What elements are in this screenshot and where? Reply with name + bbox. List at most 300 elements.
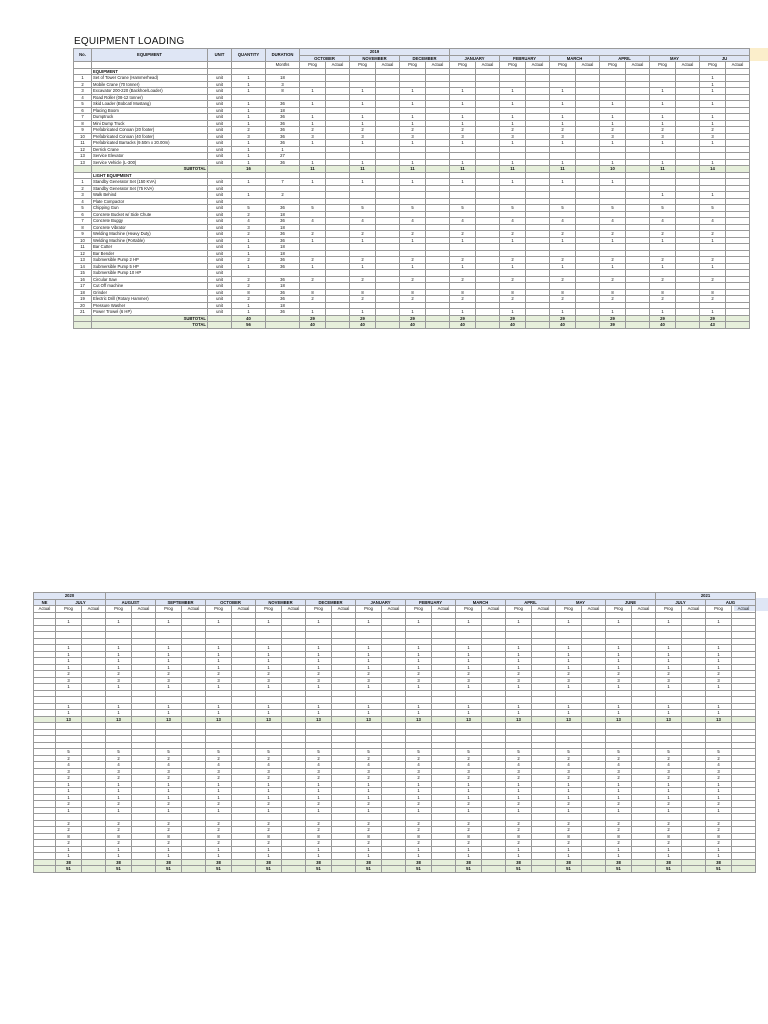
equipment-name: Pressure Washer [92, 302, 208, 309]
prog-value: 1 [106, 794, 132, 801]
prog-value: 2 [206, 801, 232, 808]
prog-value: 1 [650, 88, 676, 95]
prog-value: 1 [356, 853, 382, 860]
prog-value: 1 [300, 159, 326, 166]
prog-value: 1 [450, 101, 476, 108]
prog-value: 1 [306, 645, 332, 652]
month-header-fragment: NE [34, 599, 56, 606]
quantity: 3 [232, 133, 266, 140]
prog-value: 4 [356, 762, 382, 769]
prog-value: 2 [256, 840, 282, 847]
row-number: 17 [74, 283, 92, 290]
prog-value: 1 [606, 788, 632, 795]
unit: unit [208, 198, 232, 205]
month-header: SEPTEMBER [156, 599, 206, 606]
prog-value: 2 [356, 755, 382, 762]
duration: 36 [266, 231, 300, 238]
prog-value: 2 [106, 820, 132, 827]
row-number: 1 [74, 179, 92, 186]
prog-value: 1 [256, 788, 282, 795]
year-header: 2020 [34, 593, 106, 600]
unit: unit [208, 159, 232, 166]
equipment-name: Concrete Bucket w/ Side Chute [92, 211, 208, 218]
total-value: 40 [550, 322, 576, 329]
prog-value: 1 [556, 651, 582, 658]
prog-value: 3 [306, 768, 332, 775]
prog-value: 1 [106, 853, 132, 860]
prog-value: 3 [456, 768, 482, 775]
equipment-name: Excavator 200-220 (Backhoe/Loader) [92, 88, 208, 95]
actual-label: Actual [232, 606, 256, 613]
prog-value: 8 [400, 289, 426, 296]
prog-value: 4 [656, 762, 682, 769]
month-header: AUGUST [106, 599, 156, 606]
prog-value: 2 [156, 840, 182, 847]
prog-value: 1 [450, 114, 476, 121]
prog-value: 1 [650, 263, 676, 270]
month-header: MAY [556, 599, 606, 606]
actual-label: Actual [282, 606, 306, 613]
prog-value: 1 [350, 120, 376, 127]
prog-value: 1 [56, 664, 82, 671]
prog-value: 38 [56, 859, 82, 866]
prog-label: Prog [350, 62, 376, 69]
prog-value: 1 [406, 645, 432, 652]
unit: unit [208, 263, 232, 270]
prog-value: 1 [206, 807, 232, 814]
prog-value: 1 [106, 710, 132, 717]
prog-value: 1 [550, 309, 576, 316]
row-number: 5 [74, 101, 92, 108]
prog-value: 1 [256, 807, 282, 814]
prog-value: 1 [656, 703, 682, 710]
prog-value: 2 [256, 755, 282, 762]
prog-value: 13 [306, 716, 332, 723]
prog-value: 2 [506, 801, 532, 808]
actual-value [182, 866, 206, 873]
prog-value: 2 [106, 801, 132, 808]
prog-value: 1 [656, 664, 682, 671]
prog-value: 2 [406, 755, 432, 762]
equipment-name: Welding Machine (Portable) [92, 237, 208, 244]
prog-value: 3 [56, 768, 82, 775]
subtotal-value: 29 [500, 315, 526, 322]
actual-value [582, 866, 606, 873]
prog-label: Prog [556, 606, 582, 613]
prog-value: 1 [656, 794, 682, 801]
duration: 18 [266, 224, 300, 231]
prog-value: 13 [106, 716, 132, 723]
quantity: 1 [232, 159, 266, 166]
prog-value: 1 [556, 645, 582, 652]
subtotal-value: 11 [650, 166, 676, 173]
prog-value: 2 [606, 801, 632, 808]
prog-value: 1 [106, 703, 132, 710]
prog-value: 4 [456, 762, 482, 769]
prog-value: 4 [56, 762, 82, 769]
prog-value: 2 [506, 827, 532, 834]
prog-value: 2 [356, 820, 382, 827]
actual-value [482, 866, 506, 873]
prog-value: 1 [256, 664, 282, 671]
actual-value [332, 866, 356, 873]
actual-value [282, 866, 306, 873]
cell [526, 322, 550, 329]
prog-value: 5 [556, 749, 582, 756]
actual-label: Actual [382, 606, 406, 613]
unit: unit [208, 257, 232, 264]
equipment-name: Plate Compactor [92, 198, 208, 205]
prog-value: 1 [56, 788, 82, 795]
month-header: MAY [650, 55, 700, 62]
actual-label: Actual [482, 606, 506, 613]
row-number: 3 [74, 192, 92, 199]
prog-value: 1 [600, 237, 626, 244]
prog-value: 1 [450, 140, 476, 147]
prog-value: 2 [406, 671, 432, 678]
prog-value: 5 [356, 749, 382, 756]
prog-value: 2 [556, 755, 582, 762]
prog-value: 1 [706, 853, 732, 860]
prog-value: 1 [406, 664, 432, 671]
prog-value: 1 [306, 684, 332, 691]
prog-value: 1 [456, 807, 482, 814]
prog-value: 8 [456, 833, 482, 840]
row-number: 16 [74, 276, 92, 283]
row-number: 19 [74, 296, 92, 303]
prog-value: 13 [506, 716, 532, 723]
prog-value: 1 [500, 309, 526, 316]
quantity: 1 [232, 244, 266, 251]
prog-value: 8 [306, 833, 332, 840]
prog-value: 2 [450, 276, 476, 283]
prog-value: 1 [350, 237, 376, 244]
prog-value: 38 [406, 859, 432, 866]
row-number: 8 [74, 224, 92, 231]
prog-value: 1 [206, 645, 232, 652]
prog-value: 8 [556, 833, 582, 840]
row-number: 12 [74, 146, 92, 153]
row-number: 1 [74, 75, 92, 82]
unit: unit [208, 309, 232, 316]
prog-value: 38 [356, 859, 382, 866]
prog-value: 1 [356, 807, 382, 814]
equipment-name: Cut Off machine [92, 283, 208, 290]
prog-value: 1 [306, 853, 332, 860]
prog-value: 3 [156, 768, 182, 775]
prog-value: 1 [56, 807, 82, 814]
prog-value: 1 [500, 114, 526, 121]
prog-value: 1 [306, 710, 332, 717]
prog-value: 1 [556, 846, 582, 853]
prog-value: 2 [106, 775, 132, 782]
duration: 36 [266, 140, 300, 147]
prog-label: Prog [450, 62, 476, 69]
prog-value: 2 [306, 671, 332, 678]
prog-value: 2 [706, 775, 732, 782]
prog-value: 1 [106, 651, 132, 658]
prog-value: 4 [350, 218, 376, 225]
prog-value: 4 [500, 218, 526, 225]
prog-value: 1 [550, 101, 576, 108]
actual-label: Actual [576, 62, 600, 69]
subtotal-value: 29 [300, 315, 326, 322]
prog-value: 1 [206, 710, 232, 717]
quantity: 1 [232, 81, 266, 88]
prog-value: 3 [456, 677, 482, 684]
prog-value: 2 [206, 827, 232, 834]
prog-value: 1 [400, 263, 426, 270]
prog-value: 1 [156, 807, 182, 814]
prog-value: 2 [256, 671, 282, 678]
prog-value: 2 [56, 801, 82, 808]
prog-value: 1 [306, 658, 332, 665]
prog-value: 1 [306, 794, 332, 801]
duration: 7 [266, 179, 300, 186]
prog-value: 1 [256, 710, 282, 717]
prog-value: 3 [206, 677, 232, 684]
quantity: 5 [232, 205, 266, 212]
prog-value: 5 [506, 749, 532, 756]
month-header: APRIL [600, 55, 650, 62]
prog-value: 1 [256, 846, 282, 853]
prog-value: 38 [506, 859, 532, 866]
col-header-no: No. [74, 49, 92, 62]
subtotal-value: 29 [350, 315, 376, 322]
prog-value: 2 [300, 127, 326, 134]
prog-value: 2 [56, 840, 82, 847]
actual-label: Actual [476, 62, 500, 69]
unit: unit [208, 133, 232, 140]
prog-value: 8 [606, 833, 632, 840]
prog-value: 1 [206, 703, 232, 710]
prog-value: 3 [606, 677, 632, 684]
prog-value: 51 [206, 866, 232, 873]
prog-value: 1 [156, 788, 182, 795]
prog-value: 1 [606, 658, 632, 665]
prog-value: 1 [406, 703, 432, 710]
total-quantity: 56 [232, 322, 266, 329]
prog-value: 1 [506, 781, 532, 788]
cell [426, 322, 450, 329]
prog-value: 13 [606, 716, 632, 723]
prog-value: 4 [156, 762, 182, 769]
duration: 18 [266, 75, 300, 82]
duration: 36 [266, 218, 300, 225]
prog-value: 1 [606, 703, 632, 710]
prog-value: 2 [500, 257, 526, 264]
prog-value: 1 [706, 788, 732, 795]
prog-value: 5 [650, 205, 676, 212]
prog-value: 3 [656, 677, 682, 684]
prog-value: 1 [350, 159, 376, 166]
prog-value: 1 [506, 794, 532, 801]
prog-value: 1 [456, 645, 482, 652]
prog-value: 1 [606, 684, 632, 691]
prog-value: 2 [350, 231, 376, 238]
prog-value: 1 [506, 651, 532, 658]
prog-value: 2 [650, 257, 676, 264]
unit: unit [208, 276, 232, 283]
prog-value: 51 [706, 866, 732, 873]
prog-value: 1 [106, 788, 132, 795]
month-header: JANUARY [450, 55, 500, 62]
prog-value: 2 [256, 801, 282, 808]
months-label: Months [266, 62, 300, 69]
prog-value: 8 [656, 833, 682, 840]
equipment-name: Walk Behind [92, 192, 208, 199]
prog-value: 1 [656, 788, 682, 795]
prog-value: 2 [506, 755, 532, 762]
prog-value: 1 [350, 309, 376, 316]
prog-value: 1 [256, 651, 282, 658]
prog-value: 1 [406, 651, 432, 658]
prog-value: 8 [700, 289, 726, 296]
unit: unit [208, 289, 232, 296]
prog-value: 1 [356, 781, 382, 788]
prog-value: 1 [56, 781, 82, 788]
prog-value: 1 [156, 664, 182, 671]
unit: unit [208, 120, 232, 127]
prog-value: 1 [356, 651, 382, 658]
prog-value: 2 [550, 127, 576, 134]
prog-value: 1 [350, 263, 376, 270]
prog-value: 3 [650, 133, 676, 140]
prog-value: 3 [106, 677, 132, 684]
prog-value: 1 [406, 853, 432, 860]
year-header: 2021 [656, 593, 756, 600]
prog-label: Prog [606, 606, 632, 613]
prog-value: 1 [56, 619, 82, 626]
prog-value: 51 [306, 866, 332, 873]
prog-value: 8 [350, 289, 376, 296]
cell [208, 322, 232, 329]
prog-value: 1 [106, 846, 132, 853]
prog-value: 1 [500, 88, 526, 95]
prog-value: 3 [256, 768, 282, 775]
prog-value: 2 [706, 840, 732, 847]
equipment-name: Placing Boom [92, 107, 208, 114]
prog-value: 2 [356, 775, 382, 782]
prog-value: 1 [350, 114, 376, 121]
row-number: 10 [74, 237, 92, 244]
prog-value: 1 [650, 140, 676, 147]
prog-value: 1 [450, 309, 476, 316]
prog-value: 1 [306, 664, 332, 671]
prog-value: 1 [450, 159, 476, 166]
prog-value: 1 [706, 664, 732, 671]
prog-value: 2 [500, 296, 526, 303]
prog-value: 1 [500, 140, 526, 147]
equipment-name: Submersible Pump 2 HP [92, 257, 208, 264]
prog-value: 1 [650, 120, 676, 127]
prog-value: 1 [406, 846, 432, 853]
month-header: FEBRUARY [500, 55, 550, 62]
prog-value: 8 [300, 289, 326, 296]
prog-value: 3 [350, 133, 376, 140]
prog-value: 1 [606, 781, 632, 788]
prog-value: 1 [506, 684, 532, 691]
prog-value: 1 [356, 703, 382, 710]
prog-value: 51 [506, 866, 532, 873]
quantity: 1 [232, 179, 266, 186]
prog-value: 1 [350, 140, 376, 147]
prog-value: 1 [406, 807, 432, 814]
equipment-name: Prefabricated Conoan (40 footer) [92, 133, 208, 140]
unit: unit [208, 107, 232, 114]
month-header: OCTOBER [206, 599, 256, 606]
quantity: 2 [232, 127, 266, 134]
prog-value: 5 [550, 205, 576, 212]
prog-value: 8 [706, 833, 732, 840]
prog-value: 1 [650, 192, 676, 199]
prog-value: 1 [106, 619, 132, 626]
prog-value: 2 [356, 801, 382, 808]
prog-value: 3 [356, 768, 382, 775]
row-number: 14 [74, 263, 92, 270]
prog-label: Prog [550, 62, 576, 69]
row-number: 6 [74, 211, 92, 218]
prog-value: 13 [56, 716, 82, 723]
prog-value: 2 [306, 775, 332, 782]
prog-value: 8 [450, 289, 476, 296]
prog-value: 1 [556, 684, 582, 691]
prog-label: Prog [700, 62, 726, 69]
unit: unit [208, 205, 232, 212]
prog-value: 1 [606, 794, 632, 801]
prog-value: 1 [500, 237, 526, 244]
prog-value: 2 [56, 775, 82, 782]
prog-value: 2 [356, 840, 382, 847]
equipment-name: Mobile Crane (70 tonner) [92, 81, 208, 88]
month-header: DECEMBER [400, 55, 450, 62]
prog-value: 2 [606, 755, 632, 762]
prog-value: 1 [656, 781, 682, 788]
prog-value: 1 [56, 703, 82, 710]
prog-value: 1 [206, 853, 232, 860]
unit: unit [208, 185, 232, 192]
unit: unit [208, 283, 232, 290]
quantity: 1 [232, 75, 266, 82]
prog-value: 1 [156, 645, 182, 652]
prog-value: 4 [650, 218, 676, 225]
prog-value: 2 [400, 296, 426, 303]
subtotal-value: 29 [700, 315, 726, 322]
prog-value: 2 [606, 775, 632, 782]
actual-label: Actual [676, 62, 700, 69]
prog-value: 1 [556, 658, 582, 665]
prog-value: 1 [206, 658, 232, 665]
subtotal-value: 10 [600, 166, 626, 173]
prog-value: 3 [300, 133, 326, 140]
unit: unit [208, 218, 232, 225]
row-number: 9 [74, 231, 92, 238]
prog-value: 2 [506, 820, 532, 827]
prog-value: 2 [400, 276, 426, 283]
prog-value: 1 [56, 853, 82, 860]
prog-value: 1 [656, 846, 682, 853]
prog-value: 2 [56, 820, 82, 827]
prog-value: 8 [256, 833, 282, 840]
quantity: 1 [232, 107, 266, 114]
prog-value: 51 [456, 866, 482, 873]
prog-value: 3 [500, 133, 526, 140]
prog-value: 2 [206, 755, 232, 762]
prog-label: Prog [656, 606, 682, 613]
prog-value: 1 [300, 101, 326, 108]
prog-value: 1 [606, 710, 632, 717]
prog-value: 1 [400, 159, 426, 166]
